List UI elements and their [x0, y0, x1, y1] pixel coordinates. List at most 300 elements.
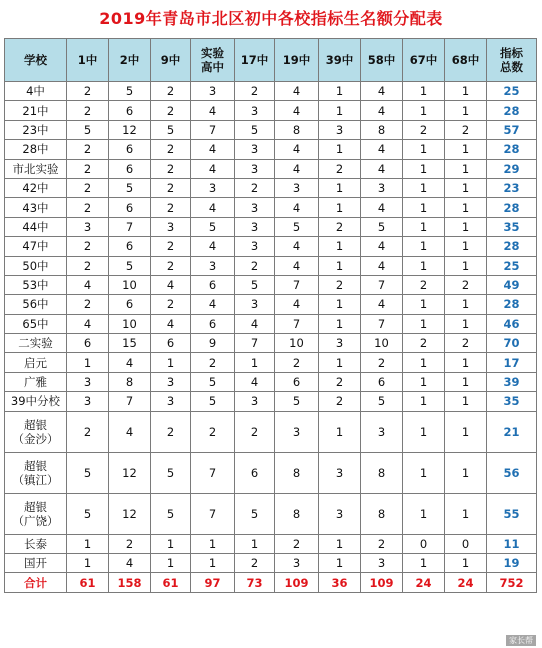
quota-cell: 3 — [319, 493, 361, 534]
quota-cell: 1 — [445, 554, 487, 573]
quota-cell: 3 — [275, 178, 319, 197]
column-header: 指标 总数 — [487, 39, 537, 82]
quota-cell: 6 — [67, 334, 109, 353]
school-name-cell: 47中 — [5, 237, 67, 256]
sum-cell: 24 — [445, 573, 487, 592]
quota-cell: 1 — [67, 353, 109, 372]
quota-cell: 7 — [109, 217, 151, 236]
school-name-cell: 超银 （广饶） — [5, 493, 67, 534]
quota-cell: 1 — [319, 237, 361, 256]
quota-cell: 1 — [319, 314, 361, 333]
quota-cell: 3 — [275, 411, 319, 452]
quota-cell: 2 — [361, 534, 403, 553]
quota-cell: 1 — [319, 534, 361, 553]
quota-cell: 2 — [445, 275, 487, 294]
quota-cell: 2 — [403, 334, 445, 353]
quota-cell: 1 — [403, 256, 445, 275]
row-total-cell: 29 — [487, 159, 537, 178]
table-row — [5, 554, 537, 573]
quota-cell: 2 — [67, 101, 109, 120]
quota-cell: 1 — [445, 198, 487, 217]
quota-cell: 4 — [191, 295, 235, 314]
quota-cell: 1 — [151, 534, 191, 553]
table-row — [5, 237, 537, 256]
quota-cell: 3 — [235, 392, 275, 411]
quota-cell: 1 — [403, 198, 445, 217]
quota-cell: 1 — [445, 353, 487, 372]
sum-cell: 36 — [319, 573, 361, 592]
row-total-cell: 55 — [487, 493, 537, 534]
school-name-cell: 39中分校 — [5, 392, 67, 411]
quota-cell: 2 — [151, 140, 191, 159]
quota-cell: 12 — [109, 120, 151, 139]
quota-cell: 1 — [403, 217, 445, 236]
quota-cell: 4 — [275, 140, 319, 159]
sum-cell: 61 — [67, 573, 109, 592]
quota-cell: 1 — [445, 411, 487, 452]
row-total-cell: 28 — [487, 140, 537, 159]
quota-cell: 3 — [235, 140, 275, 159]
quota-cell: 4 — [109, 353, 151, 372]
school-name-cell: 启元 — [5, 353, 67, 372]
quota-cell: 5 — [109, 178, 151, 197]
quota-cell: 8 — [361, 493, 403, 534]
sum-cell: 97 — [191, 573, 235, 592]
quota-cell: 6 — [109, 101, 151, 120]
quota-cell: 4 — [275, 198, 319, 217]
quota-cell: 6 — [109, 140, 151, 159]
quota-cell: 15 — [109, 334, 151, 353]
quota-cell: 3 — [319, 334, 361, 353]
page-title: 2019年青岛市北区初中各校指标生名额分配表 — [99, 9, 443, 28]
quota-cell: 1 — [403, 140, 445, 159]
quota-cell: 1 — [403, 411, 445, 452]
school-name-cell: 21中 — [5, 101, 67, 120]
quota-cell: 1 — [445, 256, 487, 275]
quota-cell: 3 — [235, 237, 275, 256]
quota-cell: 2 — [151, 256, 191, 275]
quota-cell: 5 — [191, 372, 235, 391]
quota-cell: 3 — [151, 217, 191, 236]
quota-cell: 0 — [403, 534, 445, 553]
quota-cell: 1 — [235, 353, 275, 372]
quota-cell: 1 — [445, 237, 487, 256]
quota-cell: 5 — [191, 217, 235, 236]
quota-cell: 2 — [445, 334, 487, 353]
quota-cell: 2 — [67, 295, 109, 314]
table-row — [5, 275, 537, 294]
quota-cell: 4 — [109, 554, 151, 573]
quota-cell: 12 — [109, 493, 151, 534]
sum-cell: 109 — [361, 573, 403, 592]
row-total-cell: 46 — [487, 314, 537, 333]
quota-cell: 2 — [109, 534, 151, 553]
quota-cell: 3 — [67, 217, 109, 236]
column-header: 68中 — [445, 39, 487, 82]
quota-cell: 2 — [191, 411, 235, 452]
table-row — [5, 295, 537, 314]
school-name-cell: 广雅 — [5, 372, 67, 391]
quota-cell: 1 — [319, 256, 361, 275]
quota-cell: 4 — [361, 237, 403, 256]
quota-cell: 8 — [361, 452, 403, 493]
school-name-cell: 50中 — [5, 256, 67, 275]
table-row — [5, 178, 537, 197]
column-header: 67中 — [403, 39, 445, 82]
school-name-cell: 23中 — [5, 120, 67, 139]
sum-row — [5, 573, 537, 592]
quota-cell: 1 — [403, 372, 445, 391]
quota-cell: 2 — [151, 159, 191, 178]
quota-cell: 4 — [275, 256, 319, 275]
quota-cell: 4 — [235, 314, 275, 333]
column-header: 39中 — [319, 39, 361, 82]
table-row — [5, 353, 537, 372]
quota-cell: 4 — [191, 159, 235, 178]
quota-cell: 2 — [275, 353, 319, 372]
quota-cell: 4 — [275, 82, 319, 101]
quota-cell: 4 — [191, 198, 235, 217]
quota-cell: 1 — [445, 159, 487, 178]
quota-cell: 1 — [403, 554, 445, 573]
quota-cell: 2 — [67, 198, 109, 217]
row-total-cell: 19 — [487, 554, 537, 573]
quota-cell: 2 — [275, 534, 319, 553]
quota-cell: 10 — [361, 334, 403, 353]
quota-table — [4, 38, 537, 593]
quota-cell: 3 — [319, 120, 361, 139]
quota-cell: 4 — [67, 314, 109, 333]
sum-cell: 24 — [403, 573, 445, 592]
quota-cell: 3 — [235, 295, 275, 314]
quota-cell: 1 — [445, 392, 487, 411]
quota-cell: 4 — [361, 101, 403, 120]
quota-cell: 1 — [403, 295, 445, 314]
row-total-cell: 35 — [487, 392, 537, 411]
quota-cell: 5 — [275, 392, 319, 411]
quota-cell: 8 — [361, 120, 403, 139]
quota-cell: 6 — [235, 452, 275, 493]
quota-cell: 2 — [67, 159, 109, 178]
table-row — [5, 198, 537, 217]
row-total-cell: 70 — [487, 334, 537, 353]
row-total-cell: 39 — [487, 372, 537, 391]
quota-cell: 2 — [67, 140, 109, 159]
quota-cell: 7 — [361, 275, 403, 294]
quota-cell: 2 — [361, 353, 403, 372]
table-row — [5, 493, 537, 534]
quota-cell: 1 — [403, 493, 445, 534]
watermark-label: 家长帮 — [506, 635, 536, 646]
quota-cell: 4 — [235, 372, 275, 391]
quota-cell: 2 — [67, 411, 109, 452]
quota-cell: 6 — [109, 237, 151, 256]
quota-cell: 3 — [361, 411, 403, 452]
column-header: 58中 — [361, 39, 403, 82]
table-row — [5, 217, 537, 236]
quota-cell: 5 — [67, 120, 109, 139]
quota-cell: 10 — [109, 275, 151, 294]
table-row — [5, 372, 537, 391]
row-total-cell: 23 — [487, 178, 537, 197]
sum-cell: 158 — [109, 573, 151, 592]
quota-cell: 10 — [275, 334, 319, 353]
quota-cell: 1 — [403, 101, 445, 120]
quota-cell: 1 — [319, 295, 361, 314]
quota-cell: 5 — [235, 120, 275, 139]
school-name-cell: 56中 — [5, 295, 67, 314]
quota-cell: 2 — [151, 82, 191, 101]
quota-cell: 2 — [319, 275, 361, 294]
quota-cell: 7 — [191, 120, 235, 139]
quota-cell: 1 — [403, 392, 445, 411]
school-name-cell: 65中 — [5, 314, 67, 333]
quota-cell: 3 — [191, 256, 235, 275]
quota-cell: 1 — [445, 295, 487, 314]
table-row — [5, 120, 537, 139]
quota-cell: 3 — [67, 372, 109, 391]
quota-cell: 4 — [275, 101, 319, 120]
quota-cell: 6 — [109, 295, 151, 314]
quota-cell: 7 — [109, 392, 151, 411]
school-name-cell: 28中 — [5, 140, 67, 159]
quota-cell: 2 — [67, 256, 109, 275]
quota-cell: 1 — [403, 159, 445, 178]
quota-cell: 2 — [235, 82, 275, 101]
quota-cell: 1 — [445, 178, 487, 197]
quota-cell: 5 — [361, 392, 403, 411]
sum-cell: 61 — [151, 573, 191, 592]
quota-cell: 1 — [445, 452, 487, 493]
table-body — [5, 82, 537, 593]
quota-cell: 1 — [445, 314, 487, 333]
column-header: 实验 高中 — [191, 39, 235, 82]
sum-label-cell: 合计 — [5, 573, 67, 592]
school-name-cell: 二实验 — [5, 334, 67, 353]
row-total-cell: 49 — [487, 275, 537, 294]
quota-cell: 6 — [109, 198, 151, 217]
quota-cell: 5 — [109, 256, 151, 275]
row-total-cell: 57 — [487, 120, 537, 139]
quota-cell: 3 — [361, 178, 403, 197]
quota-cell: 6 — [275, 372, 319, 391]
school-name-cell: 超银 （镇江） — [5, 452, 67, 493]
quota-cell: 1 — [445, 101, 487, 120]
quota-cell: 2 — [151, 101, 191, 120]
quota-cell: 1 — [445, 82, 487, 101]
quota-cell: 3 — [67, 392, 109, 411]
quota-cell: 7 — [275, 314, 319, 333]
quota-cell: 3 — [191, 82, 235, 101]
quota-cell: 1 — [445, 217, 487, 236]
quota-cell: 2 — [403, 275, 445, 294]
column-header: 19中 — [275, 39, 319, 82]
quota-cell: 5 — [235, 275, 275, 294]
quota-cell: 3 — [319, 452, 361, 493]
quota-cell: 2 — [151, 295, 191, 314]
column-header: 学校 — [5, 39, 67, 82]
column-header: 17中 — [235, 39, 275, 82]
quota-cell: 5 — [151, 120, 191, 139]
school-name-cell: 43中 — [5, 198, 67, 217]
quota-cell: 6 — [361, 372, 403, 391]
quota-cell: 1 — [403, 82, 445, 101]
quota-cell: 5 — [361, 217, 403, 236]
quota-cell: 1 — [319, 198, 361, 217]
row-total-cell: 28 — [487, 101, 537, 120]
quota-cell: 1 — [191, 554, 235, 573]
quota-cell: 3 — [235, 101, 275, 120]
quota-cell: 2 — [191, 353, 235, 372]
row-total-cell: 28 — [487, 198, 537, 217]
quota-cell: 3 — [361, 554, 403, 573]
column-header: 1中 — [67, 39, 109, 82]
quota-cell: 0 — [445, 534, 487, 553]
quota-cell: 1 — [445, 493, 487, 534]
quota-cell: 4 — [275, 237, 319, 256]
quota-cell: 3 — [191, 178, 235, 197]
quota-cell: 2 — [235, 256, 275, 275]
quota-cell: 2 — [403, 120, 445, 139]
quota-cell: 1 — [403, 452, 445, 493]
quota-cell: 2 — [319, 159, 361, 178]
quota-cell: 4 — [151, 275, 191, 294]
header-row — [5, 39, 537, 82]
quota-cell: 1 — [151, 554, 191, 573]
quota-cell: 6 — [191, 275, 235, 294]
column-header: 2中 — [109, 39, 151, 82]
school-name-cell: 国开 — [5, 554, 67, 573]
quota-cell: 1 — [235, 534, 275, 553]
quota-cell: 1 — [403, 353, 445, 372]
quota-cell: 1 — [151, 353, 191, 372]
school-name-cell: 超银 （金沙） — [5, 411, 67, 452]
quota-cell: 4 — [361, 140, 403, 159]
table-row — [5, 392, 537, 411]
column-header: 9中 — [151, 39, 191, 82]
quota-cell: 5 — [235, 493, 275, 534]
quota-cell: 2 — [67, 82, 109, 101]
quota-cell: 3 — [235, 217, 275, 236]
quota-cell: 2 — [235, 554, 275, 573]
quota-cell: 2 — [445, 120, 487, 139]
quota-cell: 3 — [235, 198, 275, 217]
quota-cell: 1 — [67, 534, 109, 553]
quota-cell: 5 — [151, 452, 191, 493]
table-row — [5, 256, 537, 275]
table-row — [5, 334, 537, 353]
quota-cell: 1 — [319, 178, 361, 197]
quota-cell: 7 — [235, 334, 275, 353]
quota-cell: 2 — [235, 178, 275, 197]
quota-cell: 4 — [275, 295, 319, 314]
school-name-cell: 长泰 — [5, 534, 67, 553]
sum-cell: 109 — [275, 573, 319, 592]
quota-cell: 4 — [361, 82, 403, 101]
row-total-cell: 25 — [487, 82, 537, 101]
quota-cell: 3 — [151, 392, 191, 411]
row-total-cell: 17 — [487, 353, 537, 372]
quota-cell: 1 — [191, 534, 235, 553]
quota-cell: 8 — [275, 452, 319, 493]
row-total-cell: 11 — [487, 534, 537, 553]
quota-cell: 4 — [151, 314, 191, 333]
school-name-cell: 市北实验 — [5, 159, 67, 178]
quota-cell: 6 — [151, 334, 191, 353]
quota-cell: 2 — [319, 392, 361, 411]
quota-cell: 12 — [109, 452, 151, 493]
quota-cell: 1 — [403, 178, 445, 197]
quota-cell: 1 — [445, 372, 487, 391]
quota-cell: 2 — [319, 217, 361, 236]
quota-cell: 4 — [191, 140, 235, 159]
quota-cell: 5 — [109, 82, 151, 101]
row-total-cell: 56 — [487, 452, 537, 493]
quota-cell: 4 — [67, 275, 109, 294]
quota-cell: 5 — [191, 392, 235, 411]
table-row — [5, 534, 537, 553]
table-row — [5, 82, 537, 101]
row-total-cell: 25 — [487, 256, 537, 275]
quota-cell: 7 — [361, 314, 403, 333]
row-total-cell: 28 — [487, 237, 537, 256]
quota-cell: 2 — [67, 237, 109, 256]
quota-cell: 4 — [109, 411, 151, 452]
quota-cell: 8 — [109, 372, 151, 391]
quota-cell: 4 — [191, 101, 235, 120]
school-name-cell: 44中 — [5, 217, 67, 236]
grand-total-cell: 752 — [487, 573, 537, 592]
row-total-cell: 28 — [487, 295, 537, 314]
quota-cell: 5 — [151, 493, 191, 534]
quota-cell: 4 — [361, 198, 403, 217]
quota-cell: 1 — [403, 314, 445, 333]
quota-cell: 3 — [235, 159, 275, 178]
quota-cell: 1 — [319, 353, 361, 372]
quota-cell: 2 — [319, 372, 361, 391]
quota-cell: 1 — [319, 101, 361, 120]
quota-cell: 5 — [275, 217, 319, 236]
table-row — [5, 452, 537, 493]
quota-cell: 1 — [319, 140, 361, 159]
quota-cell: 4 — [191, 237, 235, 256]
quota-cell: 7 — [275, 275, 319, 294]
table-row — [5, 411, 537, 452]
quota-cell: 2 — [235, 411, 275, 452]
school-name-cell: 42中 — [5, 178, 67, 197]
quota-cell: 5 — [67, 493, 109, 534]
quota-cell: 3 — [275, 554, 319, 573]
table-row — [5, 101, 537, 120]
quota-cell: 2 — [151, 198, 191, 217]
row-total-cell: 21 — [487, 411, 537, 452]
quota-cell: 8 — [275, 120, 319, 139]
quota-cell: 2 — [151, 411, 191, 452]
table-row — [5, 314, 537, 333]
quota-cell: 4 — [275, 159, 319, 178]
quota-cell: 10 — [109, 314, 151, 333]
quota-cell: 1 — [319, 554, 361, 573]
quota-cell: 1 — [403, 237, 445, 256]
quota-cell: 4 — [361, 295, 403, 314]
quota-cell: 2 — [151, 178, 191, 197]
school-name-cell: 53中 — [5, 275, 67, 294]
quota-cell: 1 — [67, 554, 109, 573]
quota-cell: 2 — [151, 237, 191, 256]
quota-cell: 7 — [191, 452, 235, 493]
quota-cell: 9 — [191, 334, 235, 353]
quota-cell: 1 — [319, 411, 361, 452]
